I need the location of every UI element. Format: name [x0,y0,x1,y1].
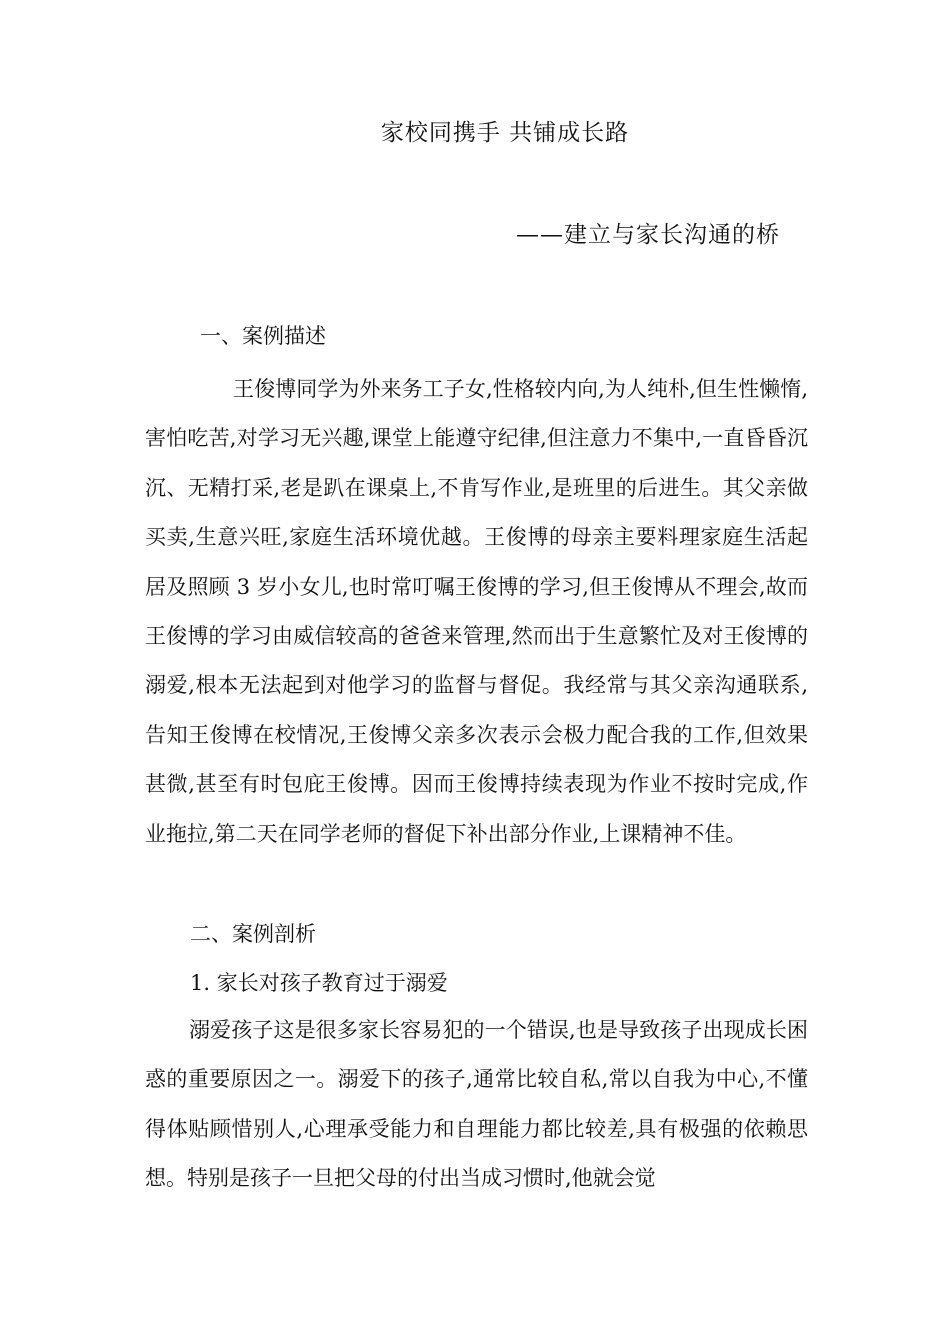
subsection-heading-overindulgence: 1. 家长对孩子教育过于溺爱 [190,971,448,995]
section-heading-case-analysis: 二、案例剖析 [190,922,316,946]
case-description-paragraph: 王俊博同学为外来务工子女,性格较内向,为人纯朴,但生性懒惰,害怕吃苦,对学习无兴趣,课堂上能遵守纪律,但注意力不集中,一直昏昏沉沉、无精打采,老是趴在课桌上,不肯写作业,是班里的后进生。其父亲做买卖,生意兴旺,家庭生活环境优越。王俊博的母亲主要料理家庭生活起居及照顾 3 岁小女儿,也时常叮嘱王俊博的学习,但王俊博从不理会,故而王俊博的学习由威信较高的爸爸来管理,然而出于生意繁忙及对王俊博的溺爱,根本无法起到对他学习的监督与督促。我经常与其父亲沟通联系,告知王俊博在校情况,王俊博父亲多次表示会极力配合我的工作,但效果甚微,甚至有时包庇王俊博。因而王俊博持续表现为作业不按时完成,作业拖拉,第二天在同学老师的督促下补出部分作业,上课精神不佳。 [145,377,808,846]
section-heading-case-description: 一、案例描述 [200,324,326,348]
overindulgence-paragraph: 溺爱孩子这是很多家长容易犯的一个错误,也是导致孩子出现成长困惑的重要原因之一。溺爱下的孩子,通常比较自私,常以自我为中心,不懂得体贴顾惜别人,心理承受能力和自理能力都比较差,具有极强的依赖思想。特别是孩子一旦把父母的付出当成习惯时,他就会觉 [145,1018,808,1191]
document-title: 家校同携手 共铺成长路 [380,120,630,146]
document-subtitle: ——建立与家长沟通的桥 [516,222,780,248]
